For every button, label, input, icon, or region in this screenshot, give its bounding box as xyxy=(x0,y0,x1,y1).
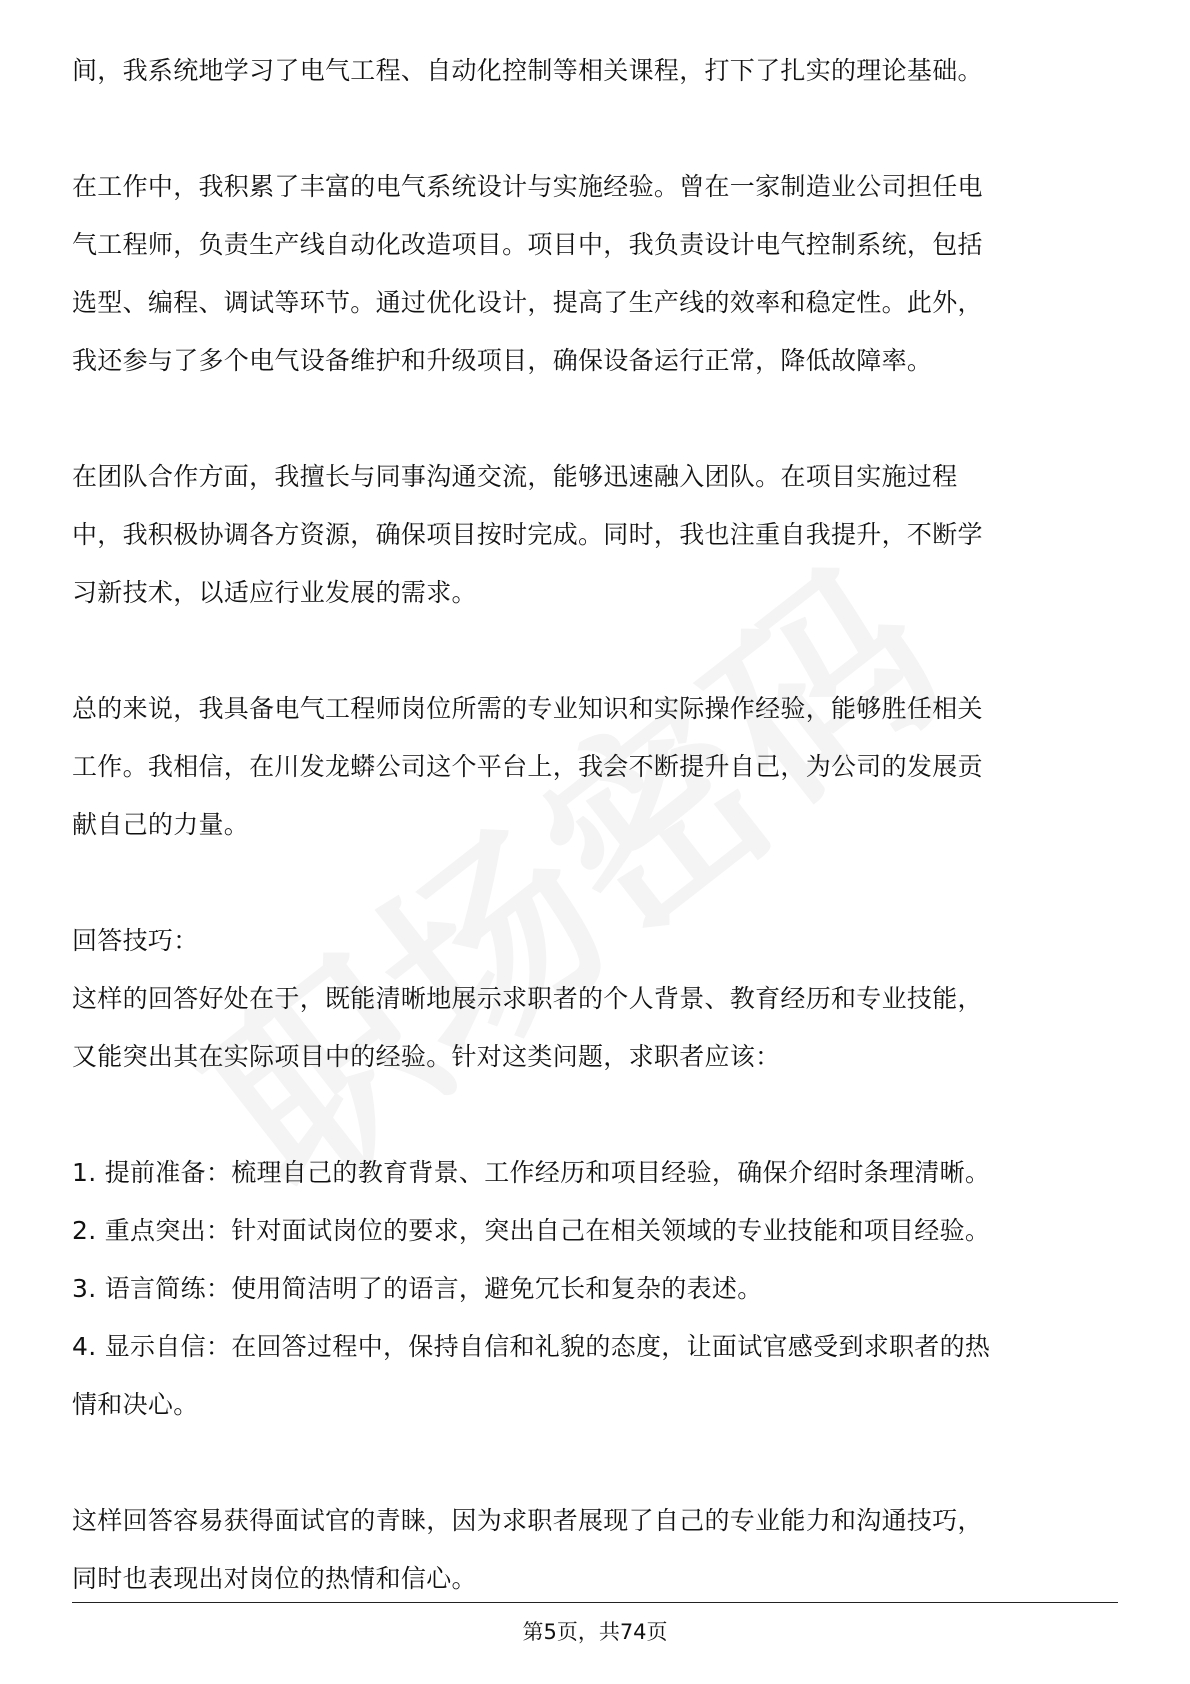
text-line: 总的来说，我具备电气工程师岗位所需的专业知识和实际操作经验，能够胜任相关 xyxy=(72,694,983,723)
paragraph-intro-tail xyxy=(72,42,1120,100)
paragraph-gap xyxy=(72,100,1120,158)
list-item: 2. 重点突出：针对面试岗位的要求，突出自己在相关领域的专业技能和项目经验。 xyxy=(72,1216,991,1245)
tips-list xyxy=(72,1144,1120,1434)
paragraph-gap xyxy=(72,854,1120,912)
page-number: 第5页，共74页 xyxy=(522,1620,668,1644)
paragraph-gap xyxy=(72,1086,1120,1144)
text-line: 这样的回答好处在于，既能清晰地展示求职者的个人背景、教育经历和专业技能， xyxy=(72,984,983,1013)
list-item: 4. 显示自信：在回答过程中，保持自信和礼貌的态度，让面试官感受到求职者的热 xyxy=(72,1332,991,1361)
text-line: 在团队合作方面，我擅长与同事沟通交流，能够迅速融入团队。在项目实施过程 xyxy=(72,462,958,491)
text-line: 同时也表现出对岗位的热情和信心。 xyxy=(72,1564,477,1593)
text-line: 献自己的力量。 xyxy=(72,810,250,839)
text-line: 这样回答容易获得面试官的青睐，因为求职者展现了自己的专业能力和沟通技巧， xyxy=(72,1506,983,1535)
list-item-continuation: 情和决心。 xyxy=(72,1390,199,1419)
section-heading: 回答技巧： xyxy=(72,926,199,955)
document-body xyxy=(72,42,1120,1608)
footer-divider xyxy=(72,1602,1118,1603)
text-line: 我还参与了多个电气设备维护和升级项目，确保设备运行正常，降低故障率。 xyxy=(72,346,933,375)
text-line: 中，我积极协调各方资源，确保项目按时完成。同时，我也注重自我提升，不断学 xyxy=(72,520,983,549)
text-line: 工作。我相信，在川发龙蟒公司这个平台上，我会不断提升自己，为公司的发展贡 xyxy=(72,752,983,781)
text-line: 间，我系统地学习了电气工程、自动化控制等相关课程，打下了扎实的理论基础。 xyxy=(72,56,983,85)
list-item: 3. 语言简练：使用简洁明了的语言，避免冗长和复杂的表述。 xyxy=(72,1274,763,1303)
text-line: 气工程师，负责生产线自动化改造项目。项目中，我负责设计电气控制系统，包括 xyxy=(72,230,983,259)
paragraph-conclusion xyxy=(72,1492,1120,1608)
paragraph-work-experience xyxy=(72,158,1120,390)
paragraph-gap xyxy=(72,622,1120,680)
paragraph-teamwork xyxy=(72,448,1120,622)
paragraph-gap xyxy=(72,1434,1120,1492)
text-line: 在工作中，我积累了丰富的电气系统设计与实施经验。曾在一家制造业公司担任电 xyxy=(72,172,983,201)
text-line: 习新技术，以适应行业发展的需求。 xyxy=(72,578,477,607)
paragraph-tips-intro xyxy=(72,912,1120,1086)
text-line: 选型、编程、调试等环节。通过优化设计，提高了生产线的效率和稳定性。此外， xyxy=(72,288,983,317)
text-line: 又能突出其在实际项目中的经验。针对这类问题，求职者应该： xyxy=(72,1042,781,1071)
paragraph-gap xyxy=(72,390,1120,448)
paragraph-summary xyxy=(72,680,1120,854)
list-item: 1. 提前准备：梳理自己的教育背景、工作经历和项目经验，确保介绍时条理清晰。 xyxy=(72,1158,991,1187)
